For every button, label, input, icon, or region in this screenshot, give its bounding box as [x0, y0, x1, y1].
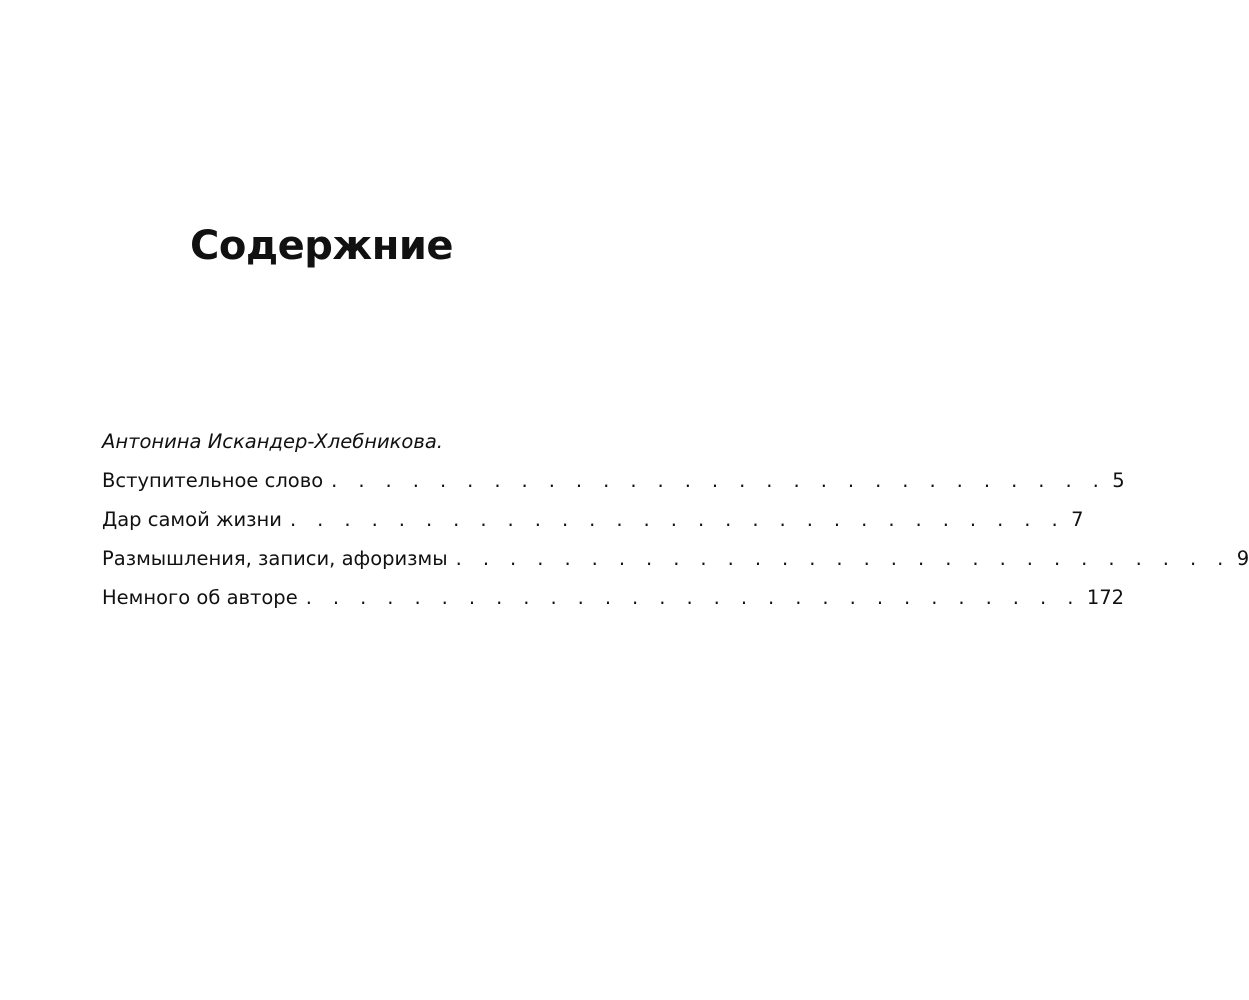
dot-leader: . . . . . . . . . . . . . . . . . . . . . . . . . . . . .: [455, 547, 1231, 570]
toc-entry-page: 7: [1071, 508, 1084, 531]
toc-entry-title: Вступительное слово: [102, 469, 324, 492]
toc-entry-title: Размышления, записи, афоризмы: [102, 547, 448, 570]
toc-entry-page: 172: [1086, 586, 1125, 609]
toc-entry: [102, 500, 1084, 539]
dot-leader: . . . . . . . . . . . . . . . . . . . . . . . . . . . . .: [305, 586, 1081, 609]
toc-entry-page: 5: [1112, 469, 1125, 492]
toc-entry-page: 9: [1236, 547, 1249, 570]
toc-entry-title: Дар самой жизни: [102, 508, 282, 531]
toc-entry: [102, 539, 1249, 578]
toc-author-line: Антонина Искандер-Хлебникова.: [102, 430, 443, 453]
dot-leader: . . . . . . . . . . . . . . . . . . . . . . . . . . . . .: [331, 469, 1107, 492]
table-of-contents: [102, 423, 1249, 617]
dot-leader: . . . . . . . . . . . . . . . . . . . . . . . . . . . . .: [289, 508, 1066, 531]
toc-entry-title: Немного об авторе: [102, 586, 298, 609]
toc-entry: [102, 461, 1125, 500]
toc-entry: [102, 578, 1125, 617]
page-title: Содержние: [190, 223, 453, 269]
